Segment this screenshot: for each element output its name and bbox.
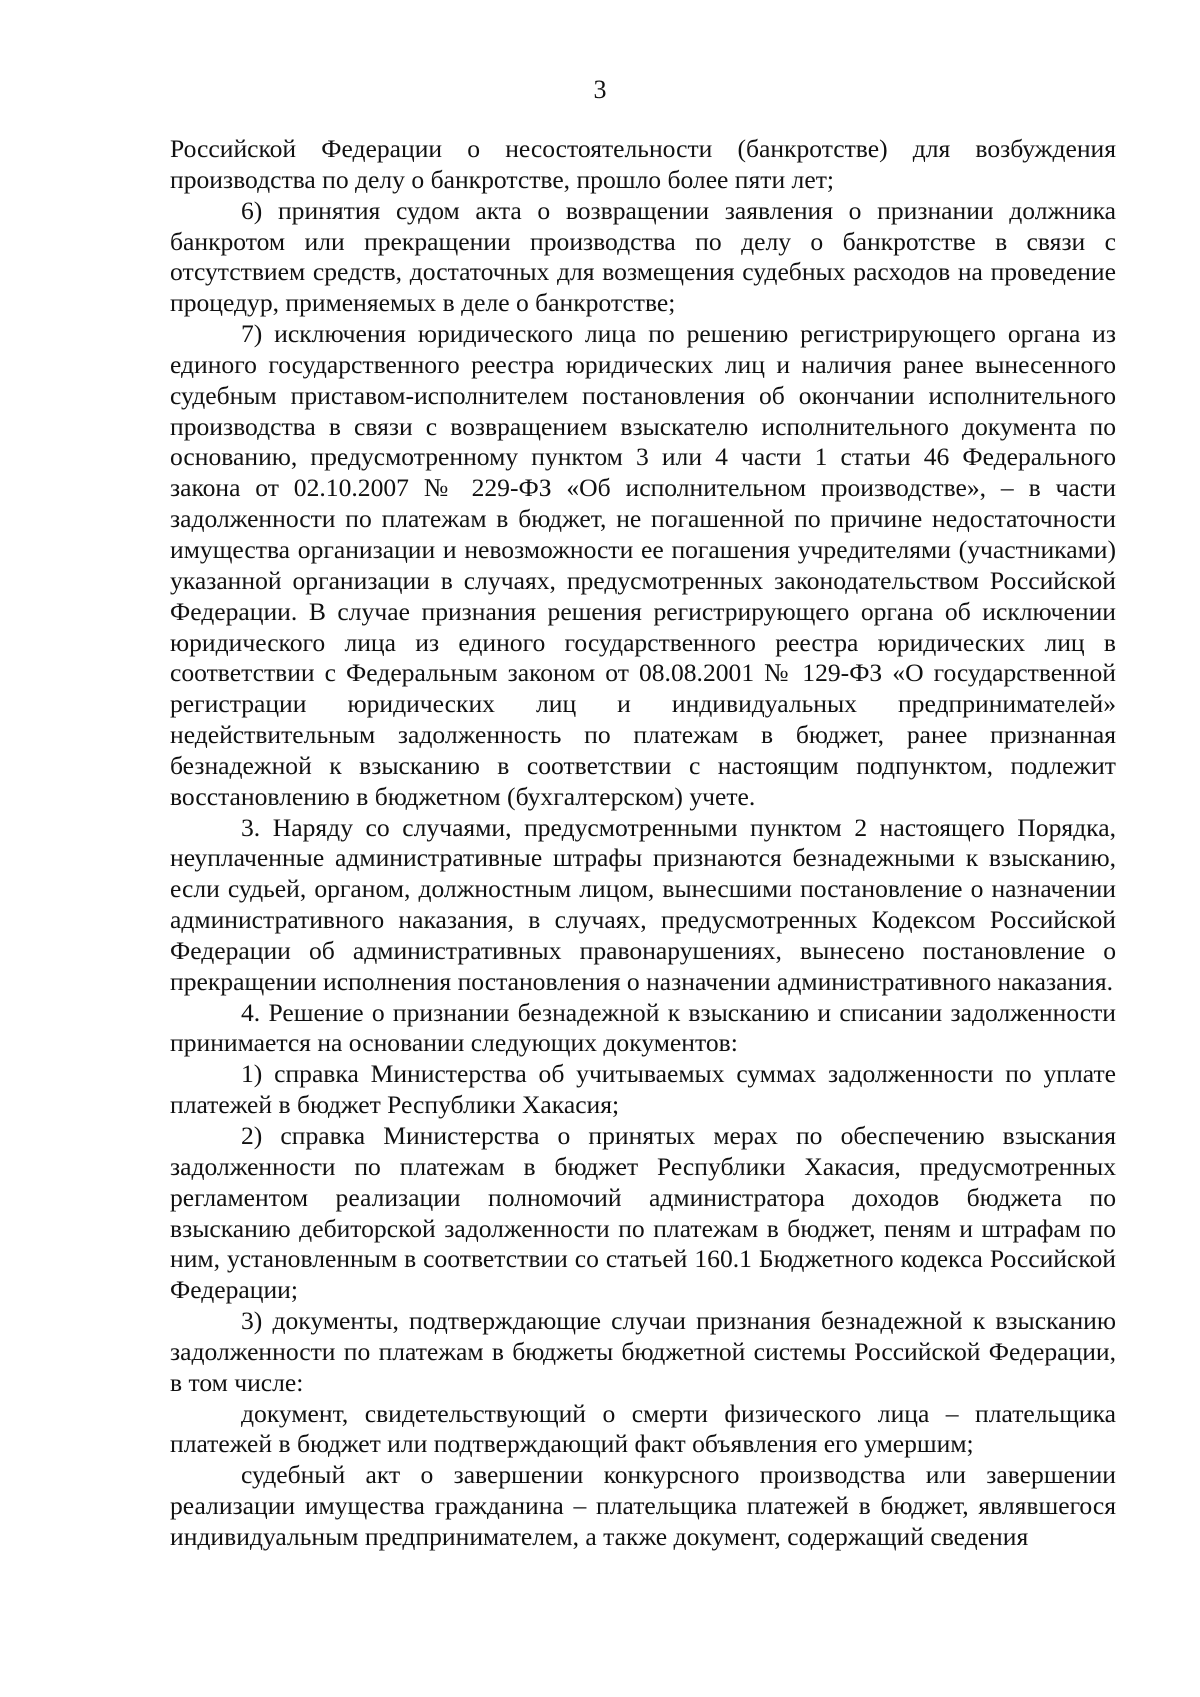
paragraph-clause-4: 4. Решение о признании безнадежной к взысканию и списании задолженности принимается на основании следующих документов: xyxy=(170,997,1116,1058)
paragraph-subitem-1: 1) справка Министерства об учитываемых суммах задолженности по уплате платежей в бюджет Республики Хакасия; xyxy=(170,1059,1116,1120)
paragraph-death-document: документ, свидетельствующий о смерти физического лица – плательщика платежей в бюджет или подтверждающий факт объявления его умершим; xyxy=(170,1398,1116,1459)
document-body xyxy=(170,134,1116,1553)
paragraph-item-7: 7) исключения юридического лица по решению регистрирующего органа из единого государственного реестра юридических лиц и наличия ранее вынесенного судебным приставом-исполнителем постановления об окончании исполнительного производства в связи с возвращением взыскателю исполнительного документа по основанию, предусмотренному пунктом 3 или 4 части 1 статьи 46 Федерального закона от 02.10.2007 № 229-ФЗ «Об исполнительном производстве», – в части задолженности по платежам в бюджет, не погашенной по причине недостаточности имущества организации и невозможности ее погашения учредителями (участниками) указанной организации в случаях, предусмотренных законодательством Российской Федерации. В случае признания решения регистрирующего органа об исключении юридического лица из единого государственного реестра юридических лиц в соответствии с Федеральным законом от 08.08.2001 № 129-ФЗ «О государственной регистрации юридических лиц и индивидуальных предпринимателей» недействительным задолженность по платежам в бюджет, ранее признанная безнадежной к взысканию в соответствии с настоящим подпунктом, подлежит восстановлению в бюджетном (бухгалтерском) учете. xyxy=(170,319,1116,811)
paragraph-subitem-3: 3) документы, подтверждающие случаи признания безнадежной к взысканию задолженности по платежам в бюджеты бюджетной системы Российской Федерации, в том числе: xyxy=(170,1306,1116,1397)
paragraph-item-6: 6) принятия судом акта о возвращении заявления о признании должника банкротом или прекращении производства по делу о банкротстве в связи с отсутствием средств, достаточных для возмещения судебных расходов на проведение процедур, применяемых в деле о банкротстве; xyxy=(170,195,1116,318)
page-number: 3 xyxy=(593,75,607,104)
paragraph-clause-3: 3. Наряду со случаями, предусмотренными пунктом 2 настоящего Порядка, неуплаченные административные штрафы признаются безнадежными к взысканию, если судьей, органом, должностным лицом, вынесшими постановление о назначении административного наказания, в случаях, предусмотренных Кодексом Российской Федерации об административных правонарушениях, вынесено постановление о прекращении исполнения постановления о назначении административного наказания. xyxy=(170,812,1116,996)
paragraph-court-act: судебный акт о завершении конкурсного производства или завершении реализации имущества гражданина – плательщика платежей в бюджет, являвшегося индивидуальным предпринимателем, а также документ, содержащий сведения xyxy=(170,1460,1116,1551)
paragraph-continuation: Российской Федерации о несостоятельности (банкротстве) для возбуждения производства по делу о банкротстве, прошло более пяти лет; xyxy=(170,134,1116,194)
paragraph-subitem-2: 2) справка Министерства о принятых мерах по обеспечению взыскания задолженности по платежам в бюджет Республики Хакасия, предусмотренных регламентом реализации полномочий администратора доходов бюджета по взысканию дебиторской задолженности по платежам в бюджет, пеням и штрафам по ним, установленным в соответствии со статьей 160.1 Бюджетного кодекса Российской Федерации; xyxy=(170,1121,1116,1305)
